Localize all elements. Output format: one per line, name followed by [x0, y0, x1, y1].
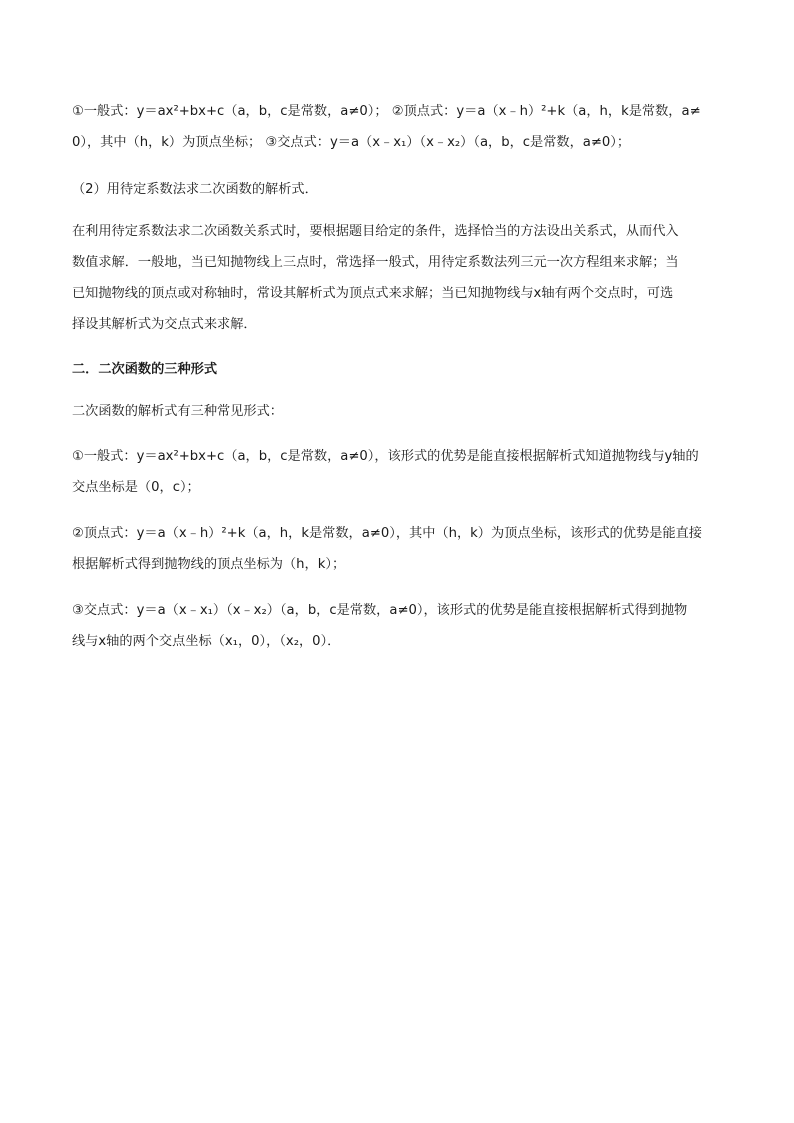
text-line: 数值求解．一般地，当已知抛物线上三点时，常选择一般式，用待定系数法列三元一次方程组来求解；当 [72, 255, 679, 270]
text-line: ①一般式：y＝ax²+bx+c（a，b，c是常数，a≠0），该形式的优势是能直接根据解析式知道抛物线与y轴的 [72, 449, 699, 464]
text-line: 已知抛物线的顶点或对称轴时，常设其解析式为顶点式来求解；当已知抛物线与x轴有两个交点时，可选 [72, 286, 674, 301]
text-line: 在利用待定系数法求二次函数关系式时，要根据题目给定的条件，选择恰当的方法设出关系式，从而代入 [72, 224, 679, 239]
paragraph-forms-summary [72, 96, 724, 158]
paragraph-general-form [72, 441, 724, 503]
text-line: ①一般式：y＝ax²+bx+c（a，b，c是常数，a≠0）； ②顶点式：y＝a（x﹣h）²+k（a，h，k是常数，a≠ [72, 104, 701, 119]
text-line: （2）用待定系数法求二次函数的解析式． [72, 182, 318, 197]
text-line: ②顶点式：y＝a（x﹣h）²+k（a，h，k是常数，a≠0），其中（h，k）为顶点坐标，该形式的优势是能直接 [72, 526, 702, 541]
text-line: 交点坐标是（0，c）； [72, 480, 200, 495]
text-line: 线与x轴的两个交点坐标（x₁，0），（x₂，0）． [72, 634, 341, 649]
paragraph-method [72, 216, 724, 340]
paragraph-intro [72, 396, 724, 427]
heading-text: 二．二次函数的三种形式 [72, 362, 218, 377]
section-heading [72, 354, 724, 385]
text-line: ③交点式：y＝a（x﹣x₁）（x﹣x₂）（a，b，c是常数，a≠0），该形式的优势是能直接根据解析式得到抛物 [72, 603, 688, 618]
paragraph-subheading [72, 174, 724, 205]
text-line: 择设其解析式为交点式来求解． [72, 317, 257, 332]
paragraph-vertex-form [72, 518, 724, 580]
text-line: 根据解析式得到抛物线的顶点坐标为（h，k）； [72, 557, 346, 572]
paragraph-intercept-form [72, 595, 724, 657]
text-line: 0），其中（h，k）为顶点坐标； ③交点式：y＝a（x﹣x₁）（x﹣x₂）（a，b，c是常数，a≠0）； [72, 135, 631, 150]
text-line: 二次函数的解析式有三种常见形式： [72, 404, 283, 419]
